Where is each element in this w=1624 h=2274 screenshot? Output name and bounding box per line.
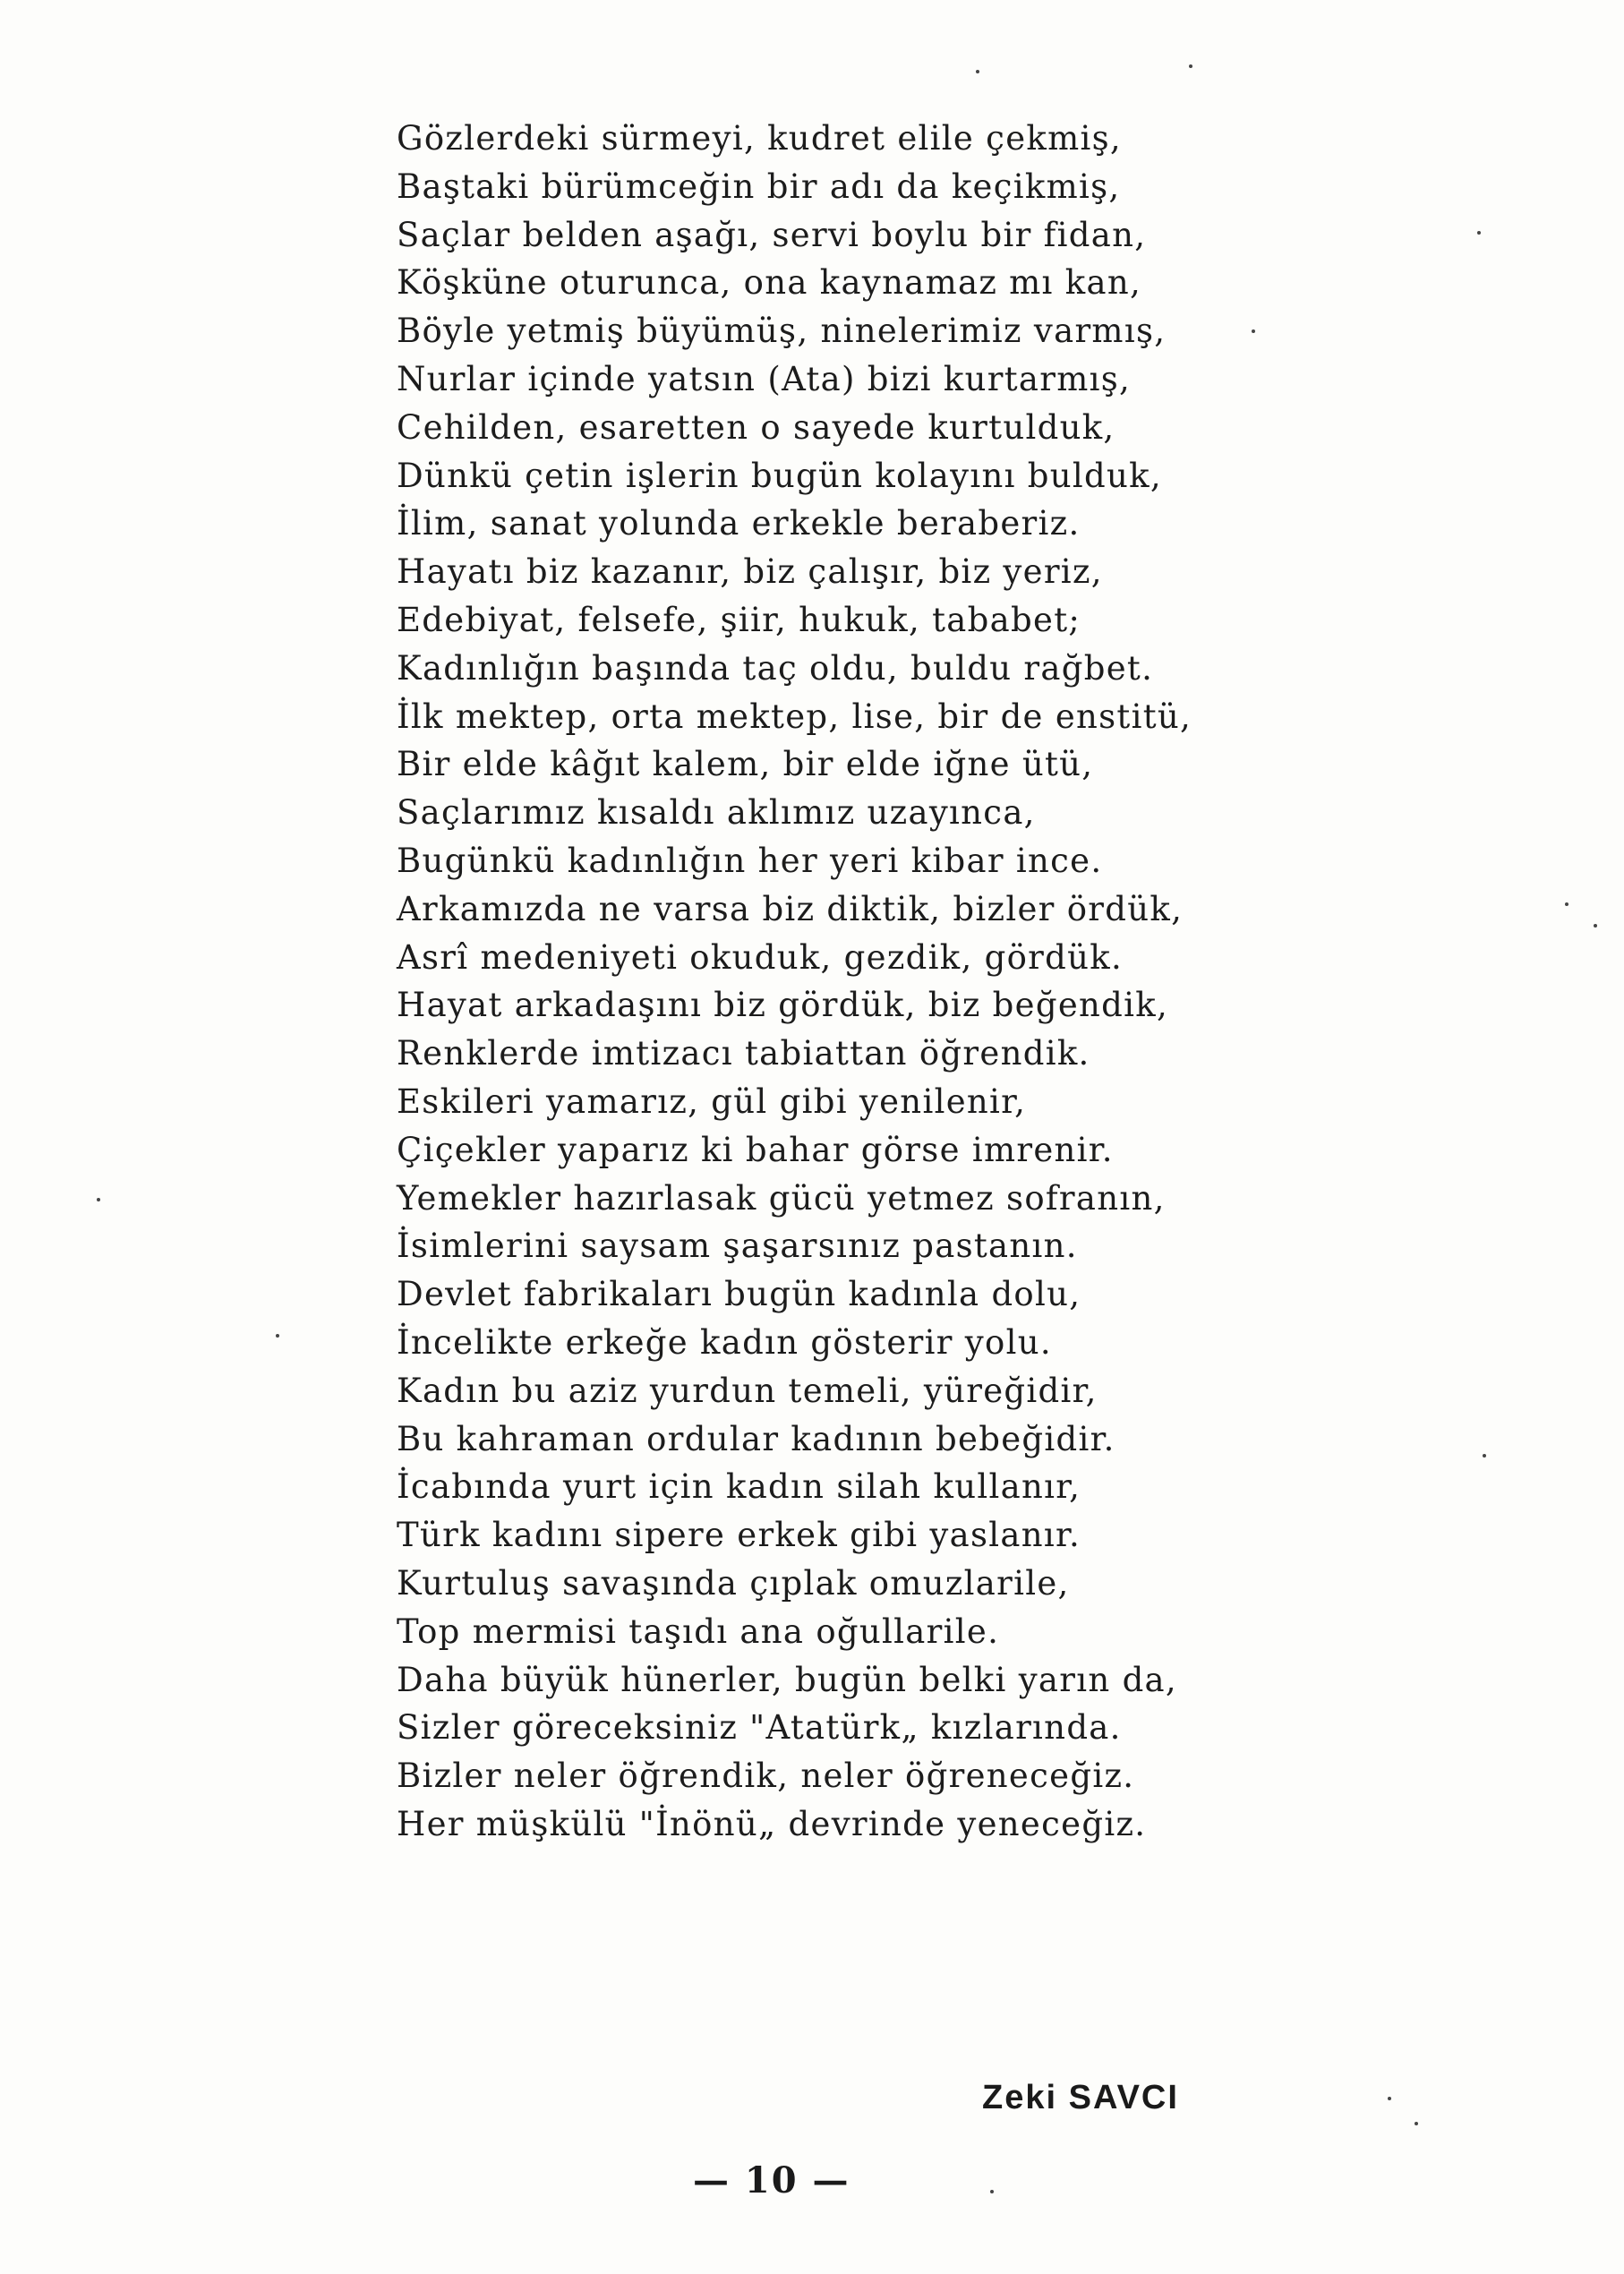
poem-line: Nurlar içinde yatsın (Ata) bizi kurtarmış, <box>397 359 1132 398</box>
poem-line: Devlet fabrikaları bugün kadınla dolu, <box>397 1275 1081 1314</box>
poem-line: Böyle yetmiş büyümüş, ninelerimiz varmış, <box>397 312 1167 351</box>
poem-line: Dünkü çetin işlerin bugün kolayını bulduk, <box>397 456 1162 495</box>
poem-line: Sizler göreceksiniz "Atatürk„ kızlarında. <box>397 1708 1122 1748</box>
poem-line: Bir elde kâğıt kalem, bir elde iğne ütü, <box>397 745 1094 784</box>
poem-line: Köşküne oturunca, ona kaynamaz mı kan, <box>397 263 1142 303</box>
poem-line: Gözlerdeki sürmeyi, kudret elile çekmiş, <box>397 119 1122 158</box>
poem-line: Renklerde imtizacı tabiattan öğrendik. <box>397 1034 1090 1073</box>
author-signature: Zeki SAVCI <box>982 2079 1179 2116</box>
poem <box>397 115 1292 1849</box>
poem-line: Saçlar belden aşağı, servi boylu bir fidan, <box>397 215 1147 254</box>
scan-speck <box>1388 2097 1391 2100</box>
poem-line: Her müşkülü "İnönü„ devrinde yeneceğiz. <box>397 1804 1147 1843</box>
scan-speck <box>97 1198 100 1201</box>
poem-line: İsimlerini saysam şaşarsınız pastanın. <box>397 1227 1078 1266</box>
poem-line: Daha büyük hünerler, bugün belki yarın da, <box>397 1660 1177 1699</box>
poem-line: Yemekler hazırlasak gücü yetmez sofranın, <box>397 1178 1166 1218</box>
poem-line: Kadınlığın başında taç oldu, buldu rağbet. <box>397 648 1154 688</box>
poem-line: Çiçekler yaparız ki bahar görse imrenir. <box>397 1130 1114 1169</box>
poem-line: Kadın bu aziz yurdun temeli, yüreğidir, <box>397 1371 1098 1410</box>
poem-line: Hayatı biz kazanır, biz çalışır, biz yeriz, <box>397 552 1103 592</box>
poem-line: Türk kadını sipere erkek gibi yaslanır. <box>397 1516 1081 1555</box>
page-number: — 10 — <box>693 2159 850 2201</box>
scan-speck <box>976 70 979 73</box>
scan-speck <box>1594 924 1597 928</box>
poem-line: Kurtuluş savaşında çıplak omuzlarile, <box>397 1563 1070 1603</box>
poem-line: Eskileri yamarız, gül gibi yenilenir, <box>397 1081 1027 1121</box>
poem-line: Bizler neler öğrendik, neler öğreneceğiz. <box>397 1757 1135 1796</box>
poem-line: Top mermisi taşıdı ana oğullarile. <box>397 1611 1000 1651</box>
scan-speck <box>1565 902 1568 906</box>
poem-line: İlk mektep, orta mektep, lise, bir de enstitü, <box>397 697 1192 736</box>
poem-line: İcabında yurt için kadın silah kullanır, <box>397 1467 1081 1507</box>
scan-speck <box>1477 231 1481 235</box>
poem-line: Bu kahraman ordular kadının bebeğidir. <box>397 1419 1115 1458</box>
poem-line: Cehilden, esaretten o sayede kurtulduk, <box>397 407 1115 447</box>
poem-line: İlim, sanat yolunda erkekle beraberiz. <box>397 504 1081 543</box>
poem-line: İncelikte erkeğe kadın gösterir yolu. <box>397 1322 1052 1362</box>
scan-speck <box>276 1334 279 1338</box>
poem-line: Asrî medeniyeti okuduk, gezdik, gördük. <box>397 937 1124 977</box>
poem-line: Hayat arkadaşını biz gördük, biz beğendik, <box>397 986 1169 1025</box>
scan-speck <box>1252 329 1255 333</box>
poem-line: Edebiyat, felsefe, şiir, hukuk, tababet; <box>397 600 1081 639</box>
poem-line: Bugünkü kadınlığın her yeri kibar ince. <box>397 841 1103 880</box>
poem-line: Baştaki bürümceğin bir adı da keçikmiş, <box>397 167 1121 206</box>
poem-line: Saçlarımız kısaldı aklımız uzayınca, <box>397 793 1036 833</box>
scan-speck <box>1189 64 1192 68</box>
scan-speck <box>990 2190 994 2193</box>
scan-speck <box>1483 1454 1486 1458</box>
poem-line: Arkamızda ne varsa biz diktik, bizler ördük, <box>397 889 1184 928</box>
scan-speck <box>1415 2122 1418 2125</box>
